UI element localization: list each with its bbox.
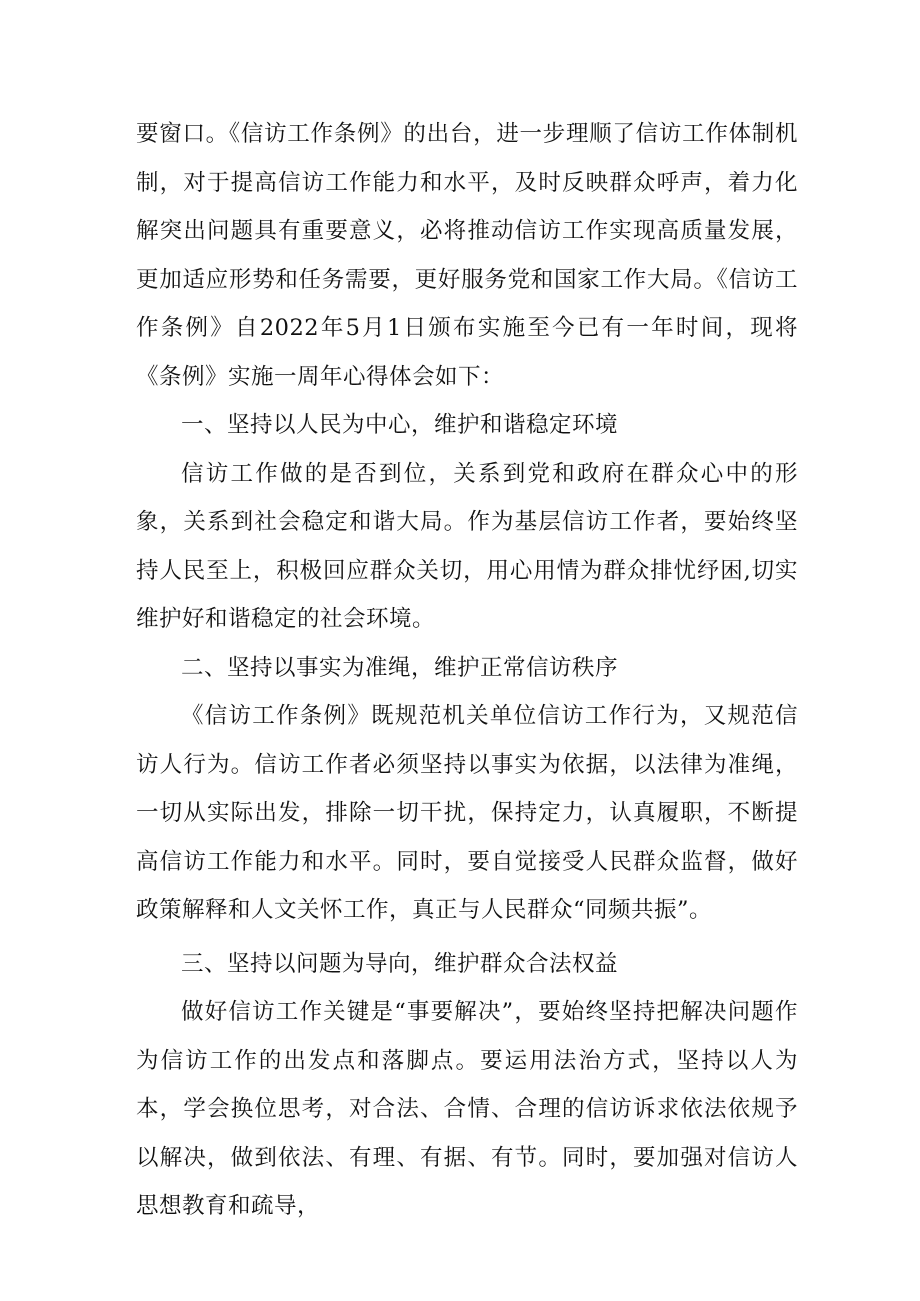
section-heading-1: 一、坚持以人民为中心，维护和谐稳定环境 [181, 412, 619, 438]
paragraph-intro-continuation: 要窗口。《信访工作条例》的出台，进一步理顺了信访工作体制机制，对于提高信访工作能力和水平，及时反映群众呼声，着力化解突出问题具有重要意义，必将推动信访工作实现高质量发展，更加适应形势和任务需要，更好服务党和国家工作大局。《信访工作条例》自2022年5月1日颁布实施至今已有一年时间，现将《条例》实施一周年心得体会如下： [136, 121, 798, 390]
section-heading-2: 二、坚持以事实为准绳，维护正常信访秩序 [181, 654, 619, 681]
document-body [136, 110, 798, 1231]
paragraph-section-1: 信访工作做的是否到位，关系到党和政府在群众心中的形象，关系到社会稳定和谐大局。作为基层信访工作者，要始终坚持人民至上，积极回应群众关切，用心用情为群众排忧纾困,切实维护好和谐稳定的社会环境。 [136, 460, 798, 632]
section-heading-3: 三、坚持以问题为导向，维护群众合法权益 [181, 950, 619, 977]
paragraph-section-3: 做好信访工作关键是“事要解决”，要始终坚持把解决问题作为信访工作的出发点和落脚点。要运用法治方式，坚持以人为本，学会换位思考，对合法、合情、合理的信访诉求依法依规予以解决，做到依法、有理、有据、有节。同时，要加强对信访人思想教育和疏导， [136, 999, 798, 1219]
paragraph-section-2: 《信访工作条例》既规范机关单位信访工作行为，又规范信访人行为。信访工作者必须坚持以事实为依据，以法律为准绳，一切从实际出发，排除一切干扰，保持定力，认真履职，不断提高信访工作能力和水平。同时，要自觉接受人民群众监督，做好政策解释和人文关怀工作，真正与人民群众“同频共振”。 [136, 703, 798, 923]
